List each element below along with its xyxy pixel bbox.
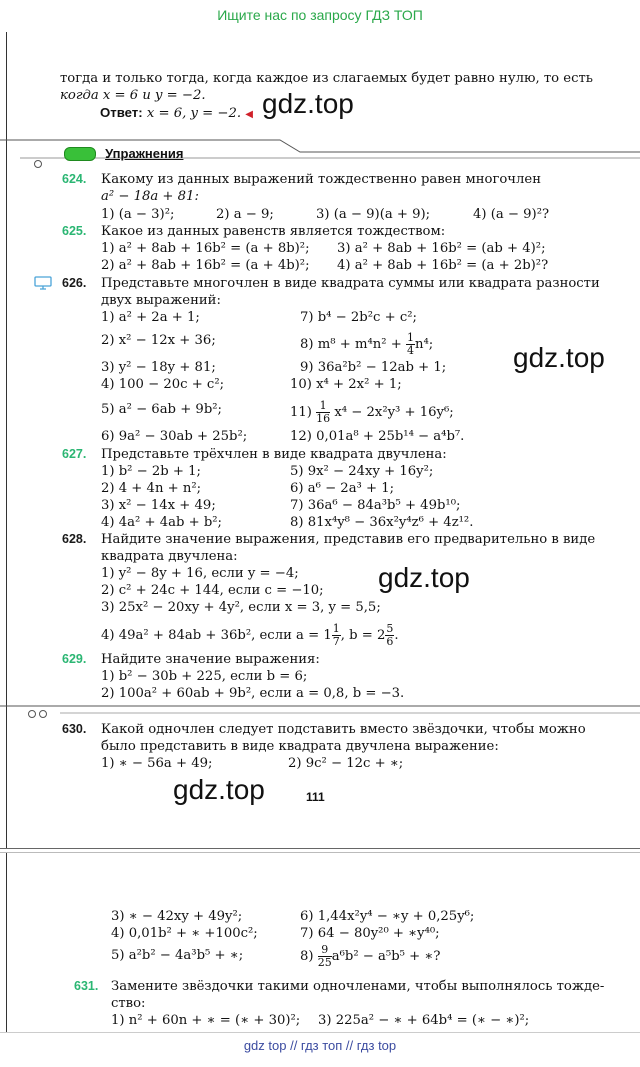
fraction-den: 4 <box>406 344 414 357</box>
fraction <box>318 944 332 969</box>
answer-value: x = 6, y = −2. <box>146 106 242 121</box>
watermark: gdz.top <box>378 562 470 593</box>
fraction <box>316 400 330 425</box>
exercise-text: двух выражений: <box>101 293 221 308</box>
item-text: 8) m⁸ + m⁴n² + <box>300 337 406 352</box>
exercise-number: 631. <box>74 979 99 993</box>
fraction-num: 1 <box>332 622 340 635</box>
item-text: 11) <box>290 405 317 420</box>
exercise-text: Какой одночлен следует подставить вместо звёздочки, чтобы можно <box>101 722 586 737</box>
level-divider <box>0 702 640 722</box>
section-pill-icon <box>64 147 96 161</box>
item: 8) 81x⁴y⁸ − 36x²y⁴z⁶ + 4z¹². <box>290 515 474 530</box>
item <box>300 332 433 357</box>
answer <box>100 104 253 123</box>
exercise-text: Замените звёздочки такими одночленами, чтобы выполнялось тожде- <box>111 979 605 994</box>
item: 7) 64 − 80y²⁰ + ∗y⁴⁰; <box>300 926 440 941</box>
option: 3) (a − 9)(a + 9); <box>316 207 431 222</box>
fraction-den: 7 <box>332 635 340 648</box>
item: 1) a² + 2a + 1; <box>101 310 200 325</box>
fraction <box>406 332 415 357</box>
item: 6) 1,44x²y⁴ − ∗y + 0,25y⁶; <box>300 909 475 924</box>
section-header <box>64 143 183 162</box>
option: 4) a² + 8ab + 16b² = (a + 2b)²? <box>337 258 549 273</box>
option: 2) 9c² − 12c + ∗; <box>288 756 404 771</box>
exercise-text: Представьте трёхчлен в виде квадрата двучлена: <box>101 447 447 462</box>
section-title: Упражнения <box>105 146 184 161</box>
item: 3) x² − 14x + 49; <box>101 498 216 513</box>
item: 2) 4 + 4n + n²; <box>101 481 202 496</box>
exercise-number: 626. <box>62 276 87 290</box>
exercise-text: ство: <box>111 996 146 1011</box>
fraction <box>385 623 394 648</box>
exercise-text: Найдите значение выражения, представив его предварительно в виде <box>101 532 596 547</box>
item: 2) c² + 24c + 144, если c = −10; <box>101 583 324 598</box>
item: 10) x⁴ + 2x² + 1; <box>290 377 402 392</box>
option: 4) (a − 9)²? <box>473 207 550 222</box>
item: 2) 100a² + 60ab + 9b², если a = 0,8, b = −3. <box>101 686 405 701</box>
item: 4) 49a² + 84ab + 36b², если a = 1 $\frac{1}{7}$ , b = 2 $\frac{5}{6}$ . <box>101 622 399 648</box>
fraction-num: 9 <box>318 944 332 957</box>
item <box>300 944 440 969</box>
top-banner[interactable]: Ищите нас по запросу ГДЗ ТОП <box>217 7 423 23</box>
exercise-text: было представить в виде квадрата двучлена выражение: <box>101 739 499 754</box>
bottom-links[interactable]: gdz top // гдз топ // гдз top <box>243 1038 397 1053</box>
fraction-num: 1 <box>316 400 330 413</box>
item: 7) 36a⁶ − 84a³b⁵ + 49b¹⁰; <box>290 498 461 513</box>
item: 1) b² − 2b + 1; <box>101 464 201 479</box>
item: 5) a² − 6ab + 9b²; <box>101 402 222 417</box>
item: 4) 4a² + 4ab + b²; <box>101 515 222 530</box>
item-text: 8) <box>300 949 318 964</box>
exercise-text: квадрата двучлена: <box>101 549 238 564</box>
exercise-number: 629. <box>62 652 87 666</box>
option: 2) a² + 8ab + 16b² = (a + 4b)²; <box>101 258 310 273</box>
item: 6) a⁶ − 2a³ + 1; <box>290 481 395 496</box>
option: 2) a − 9; <box>216 207 274 222</box>
intro-line-2: когда x = 6 и y = −2. <box>60 88 206 103</box>
item <box>290 400 454 425</box>
item: 5) a²b² − 4a³b⁵ + ∗; <box>111 948 244 963</box>
exercise-text: a² − 18a + 81: <box>101 189 199 204</box>
item: 1) y² − 8y + 16, если y = −4; <box>101 566 299 581</box>
item: 9) 36a²b² − 12ab + 1; <box>300 360 447 375</box>
option: 1) a² + 8ab + 16b² = (a + 8b)²; <box>101 241 310 256</box>
exercise-number: 628. <box>62 532 87 546</box>
item: 7) b⁴ − 2b²c + c²; <box>300 310 417 325</box>
item: 1) b² − 30b + 225, если b = 6; <box>101 669 308 684</box>
item: 4) 100 − 20c + c²; <box>101 377 225 392</box>
watermark: gdz.top <box>173 774 265 805</box>
option: 1) (a − 3)²; <box>101 207 175 222</box>
item: 3) y² − 18y + 81; <box>101 360 216 375</box>
item: 2) x² − 12x + 36; <box>101 333 216 348</box>
watermark: gdz.top <box>262 88 354 119</box>
watermark: gdz.top <box>513 342 605 373</box>
item-text: , b = 2 <box>340 628 386 643</box>
fraction <box>332 623 341 648</box>
item: 6) 9a² − 30ab + 25b²; <box>101 429 248 444</box>
item-text: 4) 49a² + 84ab + 36b², если a = 1 <box>101 628 332 643</box>
end-marker-icon: ◀ <box>245 109 253 120</box>
item-text: x⁴ − 2x²y³ + 16y⁶; <box>334 405 454 420</box>
item: 5) 9x² − 24xy + 16y²; <box>290 464 434 479</box>
fraction-num: 1 <box>406 331 414 344</box>
option: 1) n² + 60n + ∗ = (∗ + 30)²; <box>111 1013 301 1028</box>
intro-line-1: тогда и только тогда, когда каждое из слагаемых будет равно нулю, то есть <box>60 71 593 86</box>
computer-icon <box>34 276 52 290</box>
item-text: n⁴; <box>414 337 434 352</box>
option: 3) a² + 8ab + 16b² = (ab + 4)²; <box>337 241 546 256</box>
item: 3) ∗ − 42xy + 49y²; <box>111 909 243 924</box>
page-divider <box>0 848 640 849</box>
exercise-text: Какое из данных равенств является тождеством: <box>101 224 446 239</box>
page-number: 111 <box>306 790 325 804</box>
exercise-text: Какому из данных выражений тождественно равен многочлен <box>101 172 541 187</box>
fraction-den: 25 <box>317 956 332 969</box>
page2-left-border <box>6 853 7 1033</box>
page-divider-2 <box>0 852 640 853</box>
exercise-text: Представьте многочлен в виде квадрата суммы или квадрата разности <box>101 276 600 291</box>
item-text: a⁶b² − a⁵b⁵ + ∗? <box>331 949 441 964</box>
exercise-number: 627. <box>62 447 87 461</box>
option: 3) 225a² − ∗ + 64b⁴ = (∗ − ∗)²; <box>318 1013 530 1028</box>
item: 4) 0,01b² + ∗ +100c²; <box>111 926 258 941</box>
answer-label: Ответ: <box>100 105 143 120</box>
item: 3) 25x² − 20xy + 4y², если x = 3, y = 5,5; <box>101 600 381 615</box>
exercise-text: Найдите значение выражения: <box>101 652 320 667</box>
fraction-num: 5 <box>386 622 394 635</box>
exercise-number: 630. <box>62 722 87 736</box>
item: 12) 0,01a⁸ + 25b¹⁴ − a⁴b⁷. <box>290 429 465 444</box>
exercise-number: 625. <box>62 224 87 238</box>
option: 1) ∗ − 56a + 49; <box>101 756 213 771</box>
exercise-number: 624. <box>62 172 87 186</box>
fraction-den: 16 <box>316 412 331 425</box>
fraction-den: 6 <box>386 635 394 648</box>
